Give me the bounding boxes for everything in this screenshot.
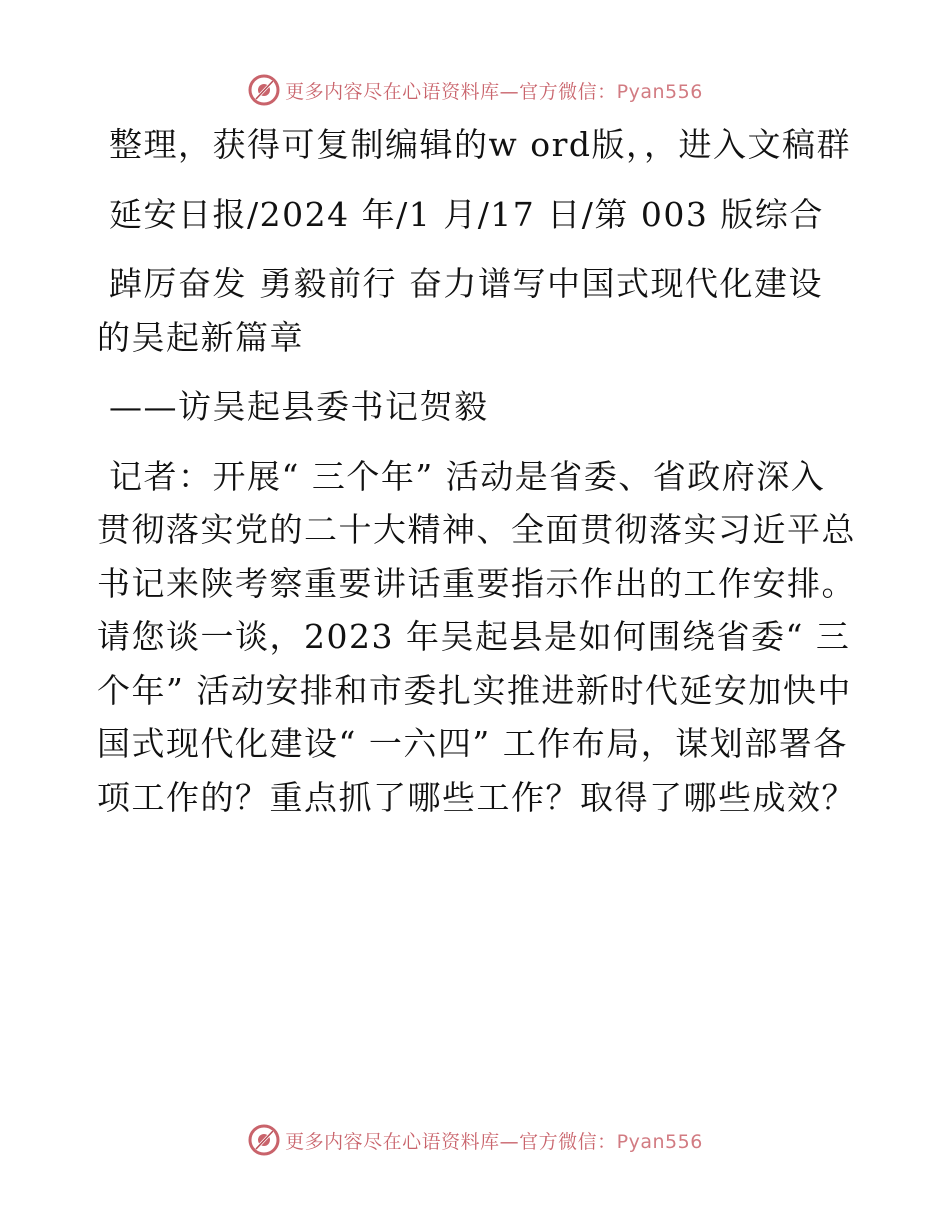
seal-logo-icon <box>247 73 281 107</box>
article-title: 踔厉奋发 勇毅前行 奋力谱写中国式现代化建设的吴起新篇章 <box>97 264 823 357</box>
paragraph-intro: 整理，获得可复制编辑的w ord版，，进入文稿群 <box>109 125 852 164</box>
banner-text: 更多内容尽在心语资料库—官方微信： <box>285 1130 617 1153</box>
banner-handle: Pyan556 <box>616 80 703 103</box>
article-subtitle: ——访吴起县委书记贺毅 <box>109 387 489 426</box>
paragraph-source: 延安日报/2024 年/1 月/17 日/第 003 版综合 <box>109 194 824 234</box>
banner-text: 更多内容尽在心语资料库—官方微信： <box>285 80 617 103</box>
header-banner <box>0 70 950 110</box>
banner-handle: Pyan556 <box>616 1130 703 1153</box>
document-body <box>97 118 857 824</box>
footer-banner <box>0 1120 950 1160</box>
seal-logo-icon <box>247 1123 281 1157</box>
paragraph-question: 记者：开展“ 三个年” 活动是省委、省政府深入贯彻落实党的二十大精神、全面贯彻落实习近平总书记来陕考察重要讲话重要指示作出的工作安排。请您谈一谈，2023 年吴起县是如何围绕省委“ 三个年” 活动安排和市委扎实推进新时代延安加快中国式现代化建设“ 一六四” 工作布局，谋划部署各项工作的？重点抓了哪些工作？取得了哪些成效？ <box>97 456 856 817</box>
